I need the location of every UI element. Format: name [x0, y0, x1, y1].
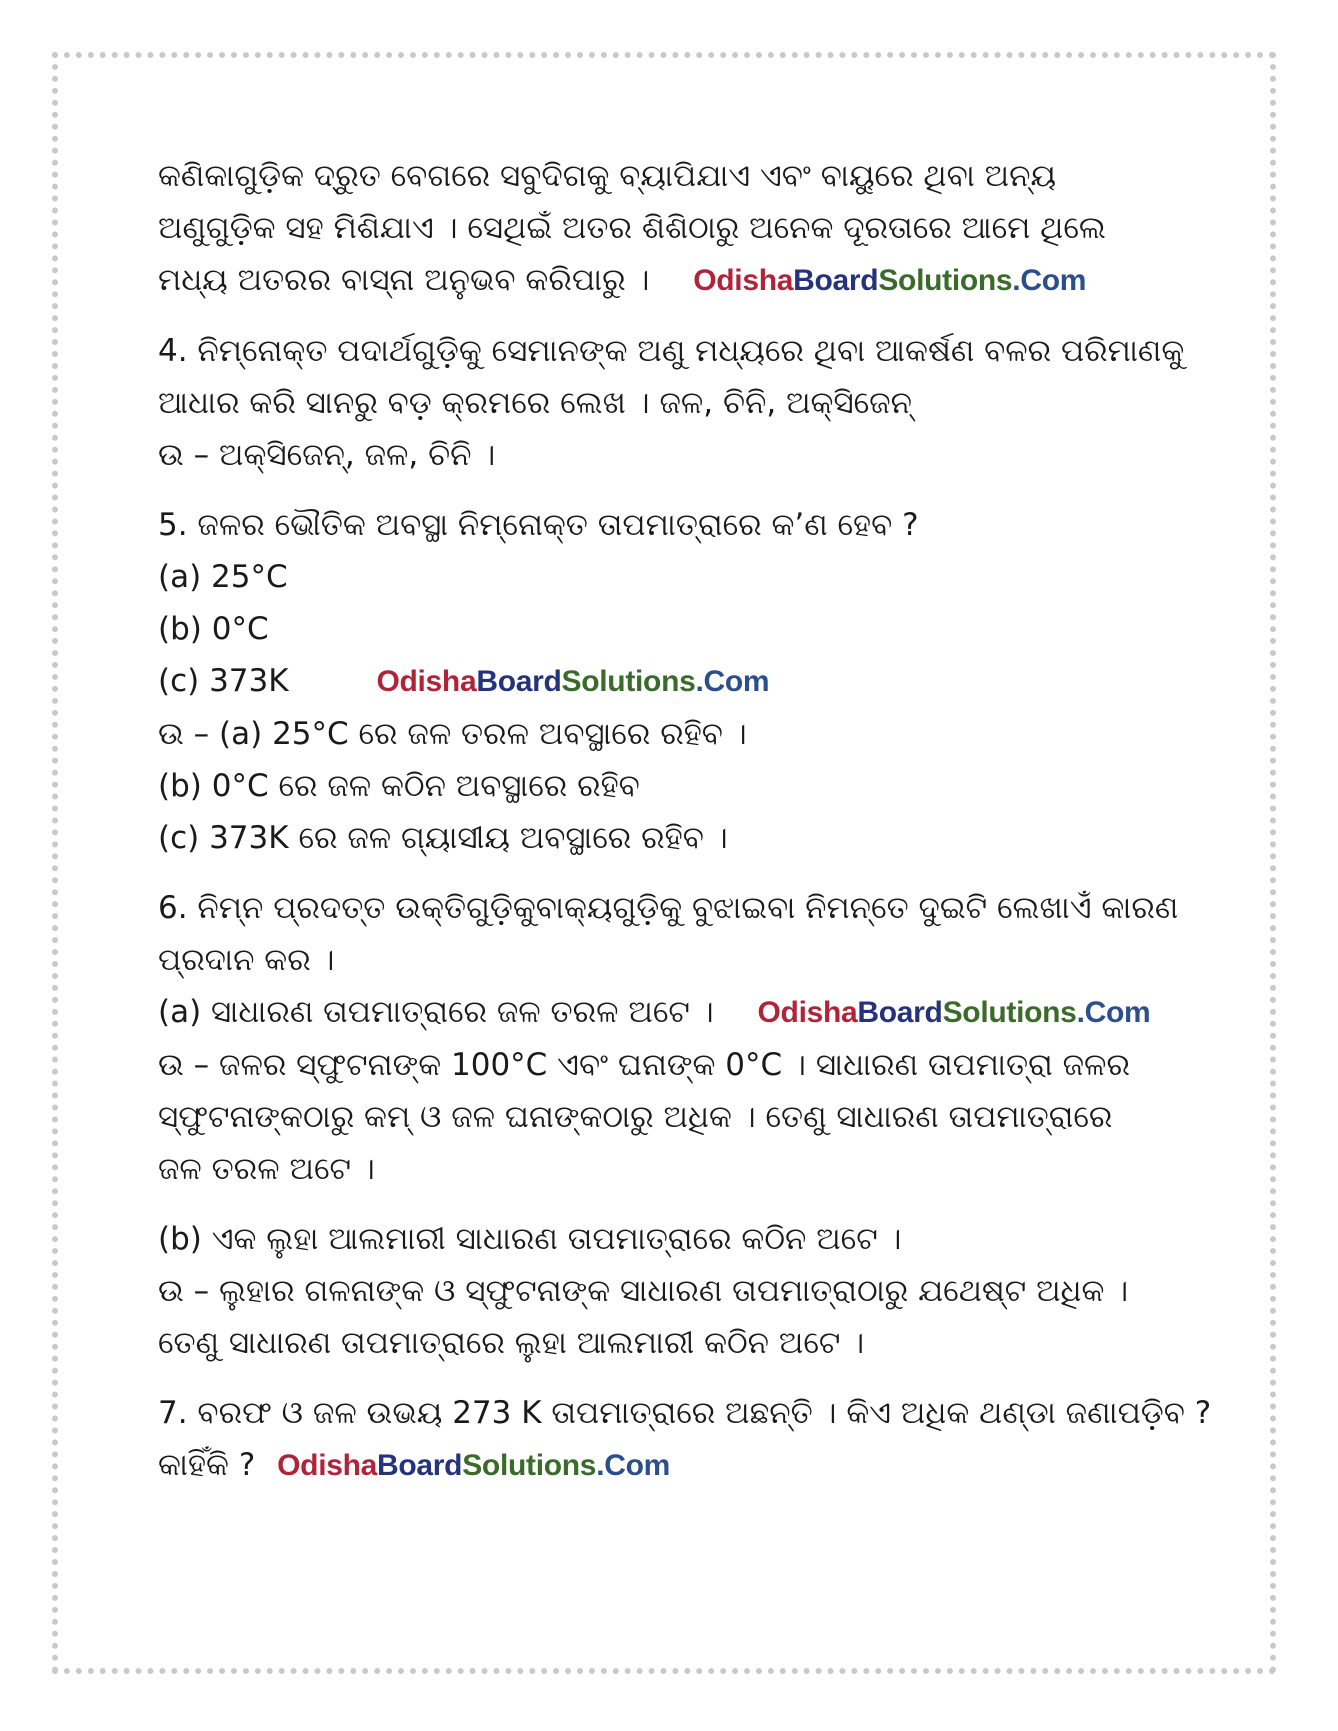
statement-6a-text: (a) ସାଧାରଣ ତାପମାତ୍ରାରେ ଜଳ ତରଳ ଅଟେ ।	[158, 994, 714, 1030]
answer-6b: ଉ – ଲୁହାର ଗଳନାଙ୍କ ଓ ସ୍ଫୁଟନାଙ୍କ ସାଧାରଣ ତାପମାତ୍ରାଠାରୁ ଯଥେଷ୍ଟ ଅଧିକ ।	[158, 1273, 1129, 1309]
question-4-cont: ଆଧାର କରି ସାନରୁ ବଡ଼ କ୍ରମରେ ଲେଖ । ଜଳ, ଚିନି, ଅକ୍ସିଜେନ୍	[158, 385, 912, 421]
answer-4: ଉ – ଅକ୍ସିଜେନ୍, ଜଳ, ଚିନି ।	[158, 437, 496, 473]
answer-5a: ଉ – (a) 25°C ରେ ଜଳ ତରଳ ଅବସ୍ଥାରେ ରହିବ ।	[158, 716, 747, 752]
answer-6a-cont: ଜଳ ତରଳ ଅଟେ ।	[158, 1151, 375, 1187]
watermark-brand: OdishaBoardSolutions.Com	[277, 1449, 670, 1482]
question-6: 6. ନିମ୍ନ ପ୍ରଦତ୍ତ ଉକ୍ତିଗୁଡ଼ିକୁବାକ୍ୟଗୁଡ଼ିକୁ ବୁଝାଇବା ନିମନ୍ତେ ଦୁଇଟି ଲେଖାଏଁ କାରଣ	[158, 890, 1179, 926]
text-line: ଅଣୁଗୁଡ଼ିକ ସହ ମିଶିଯାଏ । ସେଥିଇଁ ଅତର ଶିଶିଠାରୁ ଅନେକ ଦୂରତାରେ ଆମେ ଥିଲେ	[158, 210, 1106, 246]
document-body	[158, 150, 1218, 1492]
answer-6a-cont: ସ୍ଫୁଟନାଙ୍କଠାରୁ କମ୍ ଓ ଜଳ ଘନାଙ୍କଠାରୁ ଅଧିକ । ତେଣୁ ସାଧାରଣ ତାପମାତ୍ରାରେ	[158, 1099, 1113, 1135]
question-4: 4. ନିମ୍ନୋକ୍ତ ପଦାର୍ଥଗୁଡ଼ିକୁ ସେମାନଙ୍କ ଅଣୁ ମଧ୍ୟରେ ଥିବା ଆକର୍ଷଣ ବଳର ପରିମାଣକୁ	[158, 333, 1185, 369]
option-c	[158, 655, 1218, 708]
option-a: (a) 25°C	[158, 559, 288, 595]
watermark-brand: OdishaBoardSolutions.Com	[757, 996, 1151, 1029]
answer-6a: ଉ – ଜଳର ସ୍ଫୁଟନାଙ୍କ 100°C ଏବଂ ଘନାଙ୍କ 0°C । ସାଧାରଣ ତାପମାତ୍ରା ଜଳର	[158, 1047, 1130, 1083]
answer-5c: (c) 373K ରେ ଜଳ ଗ୍ୟାସୀୟ ଅବସ୍ଥାରେ ରହିବ ।	[158, 820, 728, 856]
text-line-content: ମଧ୍ୟ ଅତରର ବାସ୍ନା ଅନୁଭବ କରିପାରୁ ।	[158, 262, 650, 298]
question-7-why: କାହିଁକି ?	[158, 1447, 256, 1483]
option-c-text: (c) 373K	[158, 663, 289, 699]
statement-6a	[158, 986, 1218, 1039]
answer-6b-cont: ତେଣୁ ସାଧାରଣ ତାପମାତ୍ରାରେ ଲୁହା ଆଲମାରୀ କଠିନ ଅଟେ ।	[158, 1325, 865, 1361]
question-7-cont	[158, 1439, 1218, 1492]
statement-6b: (b) ଏକ ଲୁହା ଆଲମାରୀ ସାଧାରଣ ତାପମାତ୍ରାରେ କଠିନ ଅଟେ ।	[158, 1221, 902, 1257]
text-line	[158, 254, 1218, 307]
option-b: (b) 0°C	[158, 611, 269, 647]
question-7: 7. ବରଫ ଓ ଜଳ ଉଭୟ 273 K ତାପମାତ୍ରାରେ ଅଛନ୍ତି । କିଏ ଅଧିକ ଥଣ୍ଡା ଜଣାପଡ଼ିବ ?	[158, 1395, 1212, 1431]
answer-5b: (b) 0°C ରେ ଜଳ କଠିନ ଅବସ୍ଥାରେ ରହିବ	[158, 768, 640, 804]
watermark-brand: OdishaBoardSolutions.Com	[376, 665, 770, 698]
text-line: କଣିକାଗୁଡ଼ିକ ଦ୍ରୁତ ବେଗରେ ସବୁଦିଗକୁ ବ୍ୟାପିଯାଏ ଏବଂ ବାୟୁରେ ଥିବା ଅନ୍ୟ	[158, 158, 1057, 194]
question-5: 5. ଜଳର ଭୌତିକ ଅବସ୍ଥା ନିମ୍ନୋକ୍ତ ତାପମାତ୍ରାରେ କ’ଣ ହେବ ?	[158, 507, 919, 543]
watermark-brand: OdishaBoardSolutions.Com	[693, 264, 1087, 297]
question-6-cont: ପ୍ରଦାନ କର ।	[158, 942, 335, 978]
